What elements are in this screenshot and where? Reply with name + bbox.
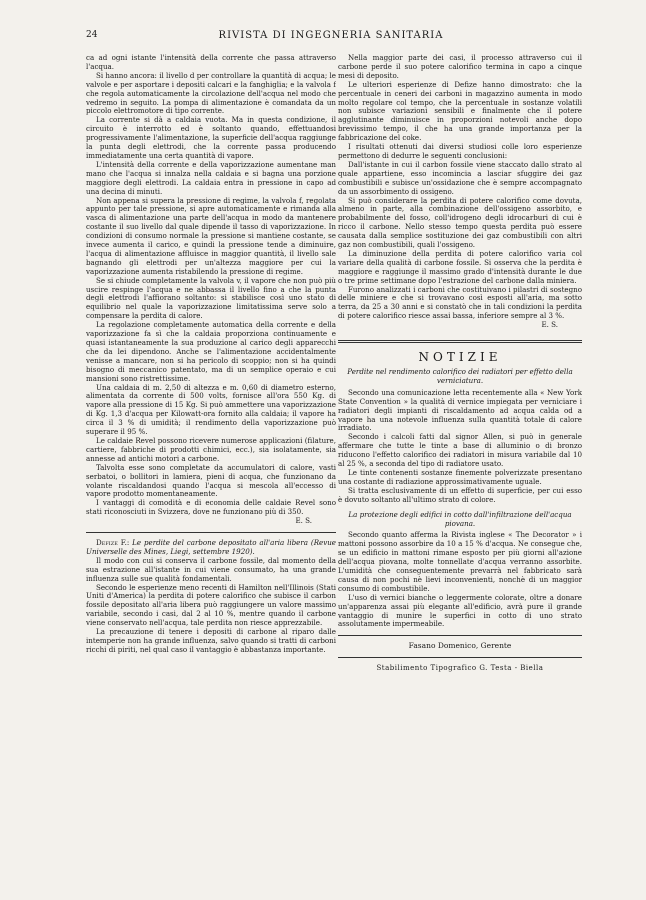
section-title: NOTIZIE	[418, 350, 502, 365]
paragraph: L'intensità della corrente e della vaporizzazione aumentane man mano che l'acqua si innalza nella caldaia e si bagna una porzione maggiore degli elettrodi. La caldaia entra in pressione in capo ad una decina di minuti.	[86, 159, 336, 196]
paragraph: La diminuzione della perdita di potere calorifico varia col variare della qualità di carbone fossile. Si osserva che la perdita è maggiore e raggiunge il massimo grado d'intensità durante le due o tre prime settimane dopo l'estrazione del carbone dalla miniera.	[338, 248, 582, 285]
section-heading: Perdite nel rendimento calorifico dei radiatori per effetto della verniciatura.	[347, 367, 573, 385]
article-citation	[86, 539, 336, 557]
paragraph: Si hanno ancora: il livello d per controllare la quantità di acqua; le valvole e per asportare i depositi calcari e la fanghiglia; e la valvola f che regola automaticamente la circolazione dell'acqua nel modo che vedremo in seguito. La pompa di alimentazione è comandata da un piccolo elettromotore di tipo corrente.	[86, 70, 336, 116]
paragraph: Si può considerare la perdita di potere calorifico come dovuta, almeno in parte, alla combinazione dell'ossigeno assorbito, e probabilmente del fosso, coll'idrogeno degli idrocarburi di cui è ricco il carbone. Nello stesso tempo questa perdita può essere causata dalla semplice sostituzione dei gaz combustibili con altri gaz non combustibili, quali l'ossigeno.	[338, 195, 582, 250]
paragraph: Nella maggior parte dei casi, il processo attraverso cui il carbone perde il suo potere calorifico termina in capo a cinque mesi di deposito.	[338, 54, 582, 80]
paragraph: La regolazione completamente automatica della corrente e della vaporizzazione fa sì che la caldaia proporziona continuamente e quasi istantaneamente la sua produzione al carico degli apparecchi che da lei dipendono. Anche se l'alimentazione accidentalmente venisse a mancare, non si ha pericolo di scoppio; non si ha quindi bisogno di meccanico patentato, ma di un semplice operaio e cui mansioni sono ristrettissime.	[86, 320, 336, 383]
printer-line: Stabilimento Tipografico G. Testa - Biella	[376, 664, 544, 673]
director-signature: Fasano Domenico, Gerente	[408, 641, 512, 651]
right-column	[338, 54, 582, 854]
paragraph: L'uso di vernici bianche o leggermente colorate, oltre a donare un'apparenza assai più elegante all'edificio, avrà pure il grande vantaggio di munire le superfici in cotto di uno strato assolutamente impermeabile.	[338, 592, 582, 629]
paragraph: Le caldaie Revel possono ricevere numerose applicazioni (filature, cartiere, fabbriche di prodotti chimici, ecc.), sia isolatamente, sia annesse ad antichi motori a carbone.	[86, 435, 336, 463]
paragraph: Se si chiude completamente la valvola v, il vapore che non può più uscire respinge l'acqua e ne abbassa il livello fino a che la punta degli elettrodi l'affiorano soltanto: si stabilisce così uno stato di equilibrio nel quale la vaporizzazione limitatissima serve solo a compensare la perdita di calore.	[86, 275, 336, 321]
signature: E. S.	[541, 320, 558, 330]
paragraph: Il modo con cui si conserva il carbone fossile, dal momento della sua estrazione all'istante in cui viene consumato, ha una grande influenza sulle sue qualità fondamentali.	[86, 555, 336, 583]
left-column	[86, 54, 336, 854]
running-header	[86, 30, 576, 44]
paragraph: Non appena si supera la pressione di regime, la valvola f, regolata appunto per tale pressione, si apre automaticamente e rimanda alla vasca di alimentazione una parte dell'acqua in modo da mantenere costante il suo livello dal quale dipende il tasso di vaporizzazione. In condizioni di consumo normale la pressione si mantiene costante, se invece aumenta il carico, e quindi la pressione tende a diminuire, l'acqua di alimentazione affluisce in maggior quantità, il livello sale bagnando gli elettrodi per un'altezza maggiore per cui la vaporizzazione aumenta ristabilendo la pressione di regime.	[86, 195, 336, 276]
signature: E. S.	[295, 516, 312, 526]
section-heading: La protezione degli edifici in cotto dall'infiltrazione dell'acqua piovana.	[348, 509, 572, 528]
divider	[86, 532, 336, 533]
paragraph: Secondo quanto afferma la Rivista inglese « The Decorator » i mattoni possono assorbire da 10 a 15 % d'acqua. Ne consegue che, se un edificio in mattoni rimane esposto per più giorni all'azione dell'acqua piovana, molte tonnellate d'acqua verranno assorbite. L'umidità che conseguentemente prevarrà nel fabbricato sarà causa di non pochi nè lievi inconvenienti, nonchè di un maggior consumo di combustibile.	[338, 530, 582, 593]
paragraph: La precauzione di tenere i depositi di carbone al riparo dalle intemperie non ha grande influenza, salvo quando si tratti di carboni ricchi di piriti, nel qual caso il vantaggio è abbastanza importante.	[86, 627, 336, 654]
paragraph: Le tinte contenenti sostanze finemente polverizzate presentano una costante di radiazione approssimativamente uguale.	[338, 467, 582, 486]
divider	[338, 340, 582, 343]
paragraph: Secondo i calcoli fatti dal signor Allen, si può in generale affermare che tutte le tinte a base di alluminio o di bronzo riducono l'effetto calorifico dei radiatori in misura variabile dal 10 al 25 %, a seconda del tipo di radiatore usato.	[338, 432, 582, 469]
article-source: (Revue Universelle des Mines, Liegi, settembre 1920).	[86, 538, 336, 556]
page-number: 24	[86, 30, 98, 40]
paragraph: Furono analizzati i carboni che costituivano i pilastri di sostegno delle miniere e che si trovavano così esposti all'aria, ma sotto terra, da 25 a 30 anni e si constatò che in tali condizioni la perdita di potere calorifico riesce assai bassa, inferiore sempre al 3 %.	[338, 284, 582, 321]
divider	[338, 657, 582, 658]
paragraph: Le ulteriori esperienze di Defize hanno dimostrato: che la percentuale in ceneri dei carboni in magazzino aumenta in modo molto regolare col tempo, che la percentuale in sostanze volatili non subisce variazioni sensibili e finalmente che il potere agglutinante diminuisce in proporzioni notevoli anche dopo brevissimo tempo, il che ha una grande importanza per la fabbricazione del coke.	[338, 79, 582, 143]
paragraph: Secondo le esperienze meno recenti di Hamilton nell'Illinois (Stati Uniti d'America) la perdita di potere calorifico che subisce il carbon fossile depositato all'aria libera può raggiungere un valore massimo variabile, secondo i casi, dal 2 al 10 %, mentre quando il carbone viene conservato nell'acqua, tale perdita non riesce apprezzabile.	[86, 582, 336, 628]
journal-title: RIVISTA DI INGEGNERIA SANITARIA	[218, 30, 444, 41]
paragraph: ca ad ogni istante l'intensità della corrente che passa attraverso l'acqua.	[86, 54, 336, 71]
article-author: Defize F.:	[96, 538, 130, 548]
paragraph: I risultati ottenuti dai diversi studiosi colle loro esperienze permettono di dedurre le seguenti conclusioni:	[338, 142, 582, 160]
paragraph: Talvolta esse sono completate da accumulatori di calore, vasti serbatoi, o bollitori in lamiera, pieni di acqua, che funzionano da volante riscaldandosi quando l'acqua si mescola all'eccesso di vapore prodotto momentaneamente.	[86, 462, 336, 499]
paragraph: Si tratta esclusivamente di un effetto di superficie, per cui esso è dovuto soltanto all'ultimo strato di colore.	[338, 485, 582, 504]
paragraph: La corrente si dà a caldaia vuota. Ma in questa condizione, il circuito è interrotto ed è soltanto quando, effettuandosi progressivamente l'alimentazione, la superficie dell'acqua raggiunge la punta degli elettrodi, che la corrente passa producendo immediatamente una certa quantità di vapore.	[86, 115, 336, 160]
divider	[338, 635, 582, 636]
article-title: Le perdite del carbone depositato all'aria libera	[132, 538, 309, 548]
paragraph: Secondo una comunicazione letta recentemente alla « New York State Convention » la qualità di vernice impiegata per verniciare i radiatori degli impianti di riscaldamento ad acqua calda od a vapore ha una notevole influenza sulla quantità totale di calore irradiato.	[338, 387, 582, 433]
paragraph: Una caldaia di m. 2,50 di altezza e m. 0,60 di diametro esterno, alimentata da corrente di 500 volts, fornisce all'ora 550 Kg. di vapore alla pressione di 15 Kg. Si può ammettere una vaporizzazione di Kg. 1,3 d'acqua per Kilowatt-ora fornito alla caldaia; il vapore ha circa il 3 % di umidità; il rendimento della vaporizzazione può superare il 95 %.	[86, 382, 336, 437]
paragraph: Dall'istante in cui il carbon fossile viene staccato dallo strato al quale appartiene, esso incomincia a lasciar sfuggire dei gaz combustibili e subisce un'ossidazione che è sempre accompagnato da un assorbimento di ossigeno.	[338, 159, 582, 196]
paragraph: I vantaggi di comodità e di economia delle caldaie Revel sono stati riconosciuti in Svizzera, dove ne funzionano più di 350.	[86, 498, 336, 517]
